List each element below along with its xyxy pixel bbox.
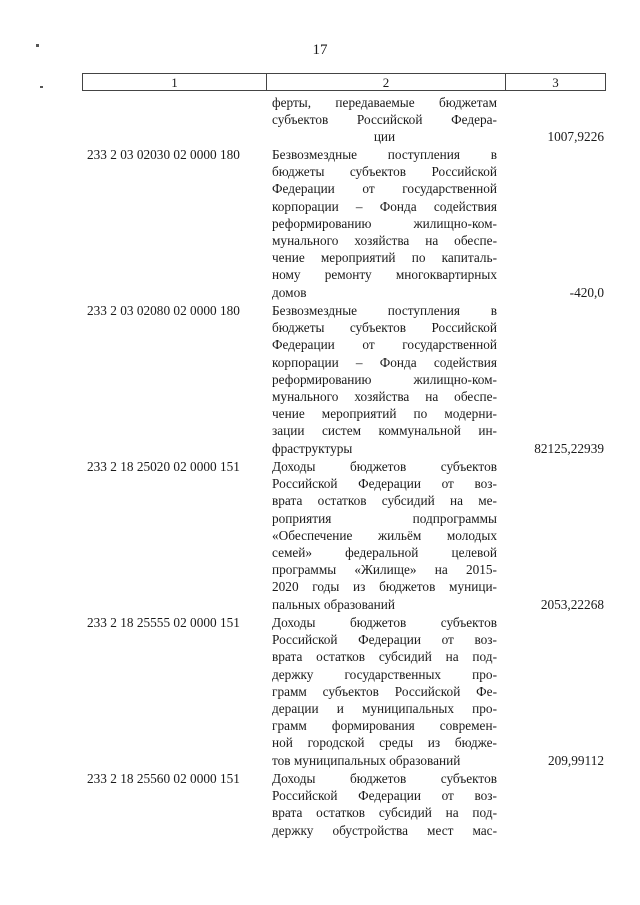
row-amount: 2053,22268 [540, 597, 604, 612]
row-code: 233 2 03 02080 02 0000 180 [87, 303, 240, 318]
page-number: 17 [312, 42, 328, 58]
column-header-3: 3 [505, 73, 606, 91]
column-header-1: 1 [82, 73, 267, 91]
row-code: 233 2 03 02030 02 0000 180 [87, 147, 240, 162]
continuation-amount: 1007,9226 [547, 129, 604, 144]
row-description: Безвозмездные поступления в бюджеты субъектов Российской Федерации от государственной корпорации – Фонда содействия реформированию жилищно-ком- мунального хозяйства на обеспе- чение мероприятий по модерни- зации систем коммунальной ин- фраструктуры [272, 303, 497, 456]
row-code: 233 2 18 25020 02 0000 151 [87, 459, 240, 474]
column-header-2: 2 [266, 73, 506, 91]
row-amount: 209,99112 [547, 753, 604, 768]
row-code: 233 2 18 25555 02 0000 151 [87, 615, 240, 630]
scan-speck [40, 86, 43, 88]
row-description: Доходы бюджетов субъектов Российской Федерации от воз- врата остатков субсидий на ме- роприятия подпрограммы «Обеспечение жильём молодых семей» федеральной целевой программы «Жилище» на 2015- 2020 годы из бюджетов муници- пальных образований [272, 459, 497, 612]
row-amount: 82125,22939 [534, 441, 604, 456]
row-code: 233 2 18 25560 02 0000 151 [87, 771, 240, 786]
row-description: Безвозмездные поступления в бюджеты субъектов Российской Федерации от государственной корпорации – Фонда содействия реформированию жилищно-ком- мунального хозяйства на обеспе- чение мероприятий по капиталь- ному ремонту многоквартирных домов [272, 147, 497, 300]
row-amount: -420,0 [569, 285, 604, 300]
continuation-description: ферты, передаваемые бюджетам субъектов Российской Федера- ции [272, 95, 497, 145]
row-description: Доходы бюджетов субъектов Российской Федерации от воз- врата остатков субсидий на под- держку обустройства мест мас- [272, 771, 497, 838]
row-description: Доходы бюджетов субъектов Российской Федерации от воз- врата остатков субсидий на под- держку государственных про- грамм субъектов Российской Фе- дерации и муниципальных про- грамм формирования современ- ной городской среды из бюдже- тов муниципальных образований [272, 615, 497, 768]
